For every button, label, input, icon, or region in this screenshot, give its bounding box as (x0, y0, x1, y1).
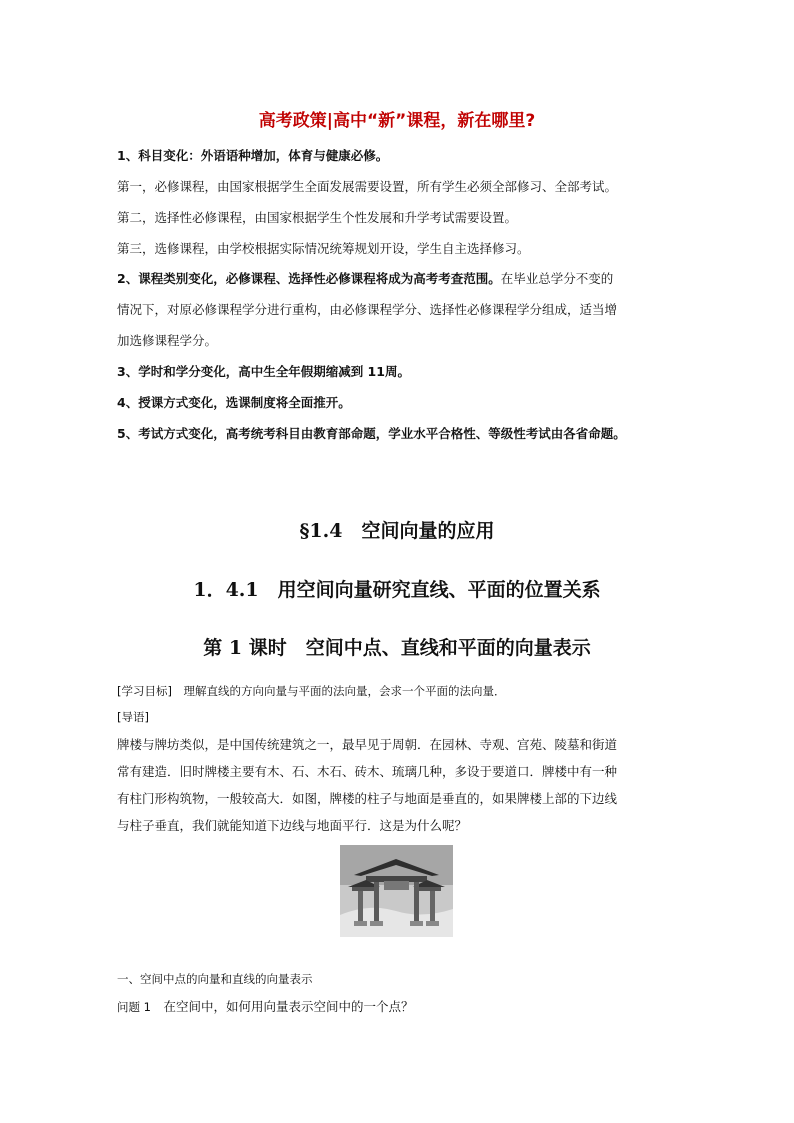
policy-item-2-heading: 2、课程类别变化，必修课程、选择性必修课程将成为高考考查范围。 (117, 271, 501, 286)
lesson-title: 第 1 课时 空间中点、直线和平面的向量表示 (203, 637, 591, 659)
policy-item-4: 4、授课方式变化，选课制度将全面推开。 (117, 395, 351, 410)
learning-goal-label: [学习目标] (117, 684, 172, 698)
policy-item-2-text: 在毕业总学分不变的 (500, 271, 614, 286)
policy-item-1: 1、科目变化：外语语种增加，体育与健康必修。 (117, 148, 389, 163)
question-1-label: 问题 1 (117, 1000, 151, 1014)
paifang-photo (340, 845, 453, 937)
intro-label: [导语] (117, 710, 149, 724)
intro-line-1: 牌楼与牌坊类似，是中国传统建筑之一，最早见于周朝．在园林、寺观、宫苑、陵墓和街道 (117, 737, 618, 752)
policy-para-required: 第一，必修课程，由国家根据学生全面发展需要设置，所有学生必须全部修习、全部考试。 (117, 179, 618, 194)
question-1 (117, 998, 687, 1016)
policy-item-2-continued: 情况下，对原必修课程学分进行重构，由必修课程学分、选择性必修课程学分组成，适当增 (117, 302, 618, 317)
policy-item-2 (117, 270, 687, 288)
question-1-text: 在空间中，如何用向量表示空间中的一个点？ (163, 999, 414, 1014)
learning-goal (117, 682, 687, 700)
policy-item-5: 5、考试方式变化，高考统考科目由教育部命题，学业水平合格性、等级性考试由各省命题。 (117, 426, 626, 441)
learning-goal-text: 理解直线的方向向量与平面的法向量，会求一个平面的法向量． (183, 684, 506, 698)
intro-line-2: 常有建造．旧时牌楼主要有木、石、木石、砖木、琉璃几种，多设于要道口．牌楼中有一种 (117, 764, 618, 779)
section-title: §1.4 空间向量的应用 (299, 520, 495, 542)
part-one-heading: 一、空间中点的向量和直线的向量表示 (117, 972, 313, 986)
policy-para-elective: 第三，选修课程，由学校根据实际情况统筹规划开设，学生自主选择修习。 (117, 241, 530, 256)
policy-item-3: 3、学时和学分变化，高中生全年假期缩减到 11周。 (117, 364, 410, 379)
policy-title: 高考政策|高中“新”课程，新在哪里? (258, 111, 536, 131)
intro-line-4: 与柱子垂直，我们就能知道下边线与地面平行．这是为什么呢？ (117, 818, 468, 833)
subsection-title: 1．4.1 用空间向量研究直线、平面的位置关系 (193, 579, 601, 601)
policy-item-2-end: 加选修课程学分。 (117, 333, 218, 348)
intro-line-3: 有柱门形构筑物，一般较高大．如图，牌楼的柱子与地面是垂直的，如果牌楼上部的下边线 (117, 791, 618, 806)
policy-para-selective: 第二，选择性必修课程，由国家根据学生个性发展和升学考试需要设置。 (117, 210, 518, 225)
